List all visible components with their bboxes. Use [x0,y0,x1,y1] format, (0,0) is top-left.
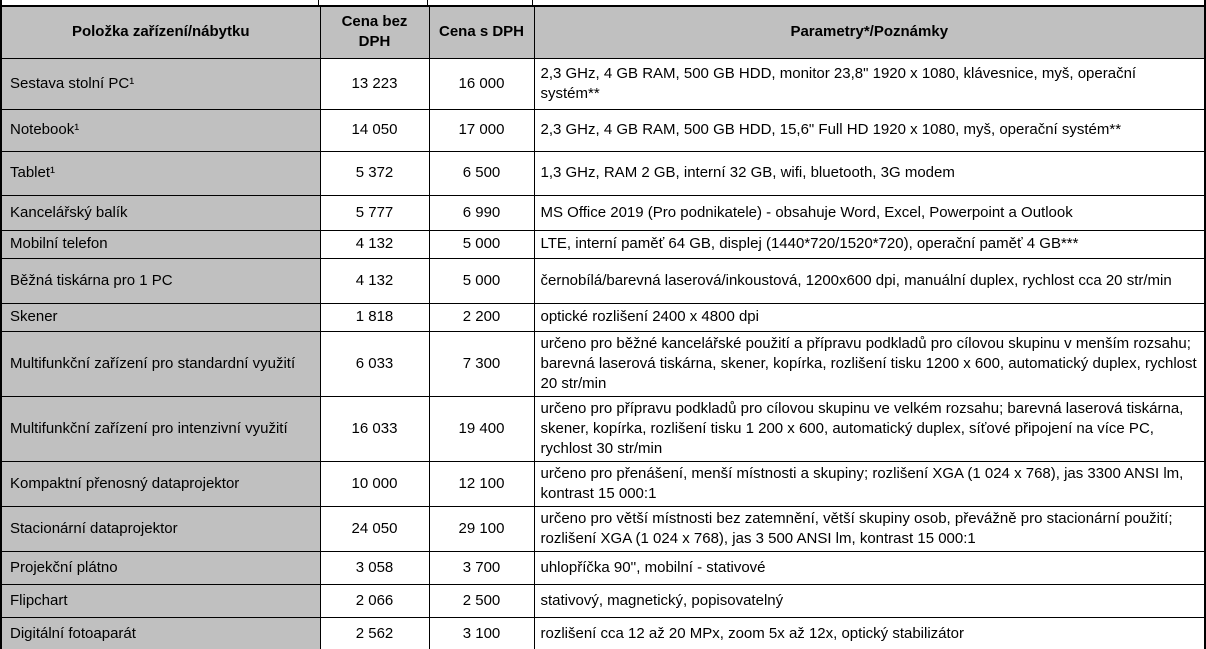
equipment-price-table [0,5,1206,649]
item-cell: Běžná tiskárna pro 1 PC [1,258,320,303]
table-row [1,195,1205,230]
item-cell: Digitální fotoaparát [1,617,320,649]
price-gross-cell: 29 100 [429,506,534,551]
item-cell: Skener [1,303,320,331]
column-border-sliver [0,0,2,5]
table-top-clip [0,0,1206,5]
price-gross-cell: 5 000 [429,258,534,303]
price-net-cell: 3 058 [320,551,429,584]
price-gross-cell: 16 000 [429,58,534,109]
table-row [1,109,1205,151]
price-gross-cell: 3 100 [429,617,534,649]
params-cell: rozlišení cca 12 až 20 MPx, zoom 5x až 12x, optický stabilizátor [534,617,1205,649]
params-cell: určeno pro přenášení, menší místnosti a skupiny; rozlišení XGA (1 024 x 768), jas 3300 ANSI lm, kontrast 15 000:1 [534,461,1205,506]
params-cell: černobílá/barevná laserová/inkoustová, 1200x600 dpi, manuální duplex, rychlost cca 20 str/min [534,258,1205,303]
price-gross-cell: 12 100 [429,461,534,506]
table-row [1,584,1205,617]
price-net-cell: 6 033 [320,331,429,396]
params-cell: určeno pro běžné kancelářské použití a přípravu podkladů pro cílovou skupinu v menším rozsahu; barevná laserová tiskárna, skener, kopírka, rozlišení tisku 1200 x 600, automatický duplex, rychlost 20 str/min [534,331,1205,396]
header-row [1,6,1205,58]
table-row [1,551,1205,584]
price-gross-cell: 2 500 [429,584,534,617]
item-cell: Stacionární dataprojektor [1,506,320,551]
table-row [1,151,1205,195]
col-header-price-gross: Cena s DPH [429,6,534,58]
params-cell: MS Office 2019 (Pro podnikatele) - obsahuje Word, Excel, Powerpoint a Outlook [534,195,1205,230]
table-row [1,230,1205,258]
price-gross-cell: 17 000 [429,109,534,151]
price-gross-cell: 5 000 [429,230,534,258]
price-gross-cell: 6 500 [429,151,534,195]
item-cell: Mobilní telefon [1,230,320,258]
table-row [1,58,1205,109]
params-cell: 1,3 GHz, RAM 2 GB, interní 32 GB, wifi, bluetooth, 3G modem [534,151,1205,195]
params-cell: 2,3 GHz, 4 GB RAM, 500 GB HDD, monitor 23,8" 1920 x 1080, klávesnice, myš, operační systém** [534,58,1205,109]
params-cell: 2,3 GHz, 4 GB RAM, 500 GB HDD, 15,6" Full HD 1920 x 1080, myš, operační systém** [534,109,1205,151]
price-gross-cell: 19 400 [429,396,534,461]
col-header-price-net: Cena bez DPH [320,6,429,58]
price-net-cell: 4 132 [320,230,429,258]
price-net-cell: 4 132 [320,258,429,303]
table-row [1,396,1205,461]
item-cell: Multifunkční zařízení pro standardní využití [1,331,320,396]
item-cell: Multifunkční zařízení pro intenzivní využití [1,396,320,461]
price-net-cell: 2 066 [320,584,429,617]
params-cell: LTE, interní paměť 64 GB, displej (1440*720/1520*720), operační paměť 4 GB*** [534,230,1205,258]
price-gross-cell: 2 200 [429,303,534,331]
price-net-cell: 10 000 [320,461,429,506]
price-net-cell: 24 050 [320,506,429,551]
price-gross-cell: 6 990 [429,195,534,230]
params-cell: určeno pro přípravu podkladů pro cílovou skupinu ve velkém rozsahu; barevná laserová tiskárna, skener, kopírka, rozlišení tisku 1 200 x 600, automatický duplex, síťové připojení na více PC, rychlost 30 str/min [534,396,1205,461]
item-cell: Notebook¹ [1,109,320,151]
price-net-cell: 5 372 [320,151,429,195]
column-border-sliver [532,0,533,5]
params-cell: určeno pro větší místnosti bez zatemnění, větší skupiny osob, převážně pro stacionární použití; rozlišení XGA (1 024 x 768), jas 3 500 ANSI lm, kontrast 15 000:1 [534,506,1205,551]
table-row [1,331,1205,396]
table-row [1,617,1205,649]
params-cell: uhlopříčka 90'', mobilní - stativové [534,551,1205,584]
price-net-cell: 16 033 [320,396,429,461]
price-gross-cell: 7 300 [429,331,534,396]
price-net-cell: 14 050 [320,109,429,151]
item-cell: Flipchart [1,584,320,617]
price-net-cell: 2 562 [320,617,429,649]
table-row [1,303,1205,331]
item-cell: Tablet¹ [1,151,320,195]
item-cell: Projekční plátno [1,551,320,584]
item-cell: Kompaktní přenosný dataprojektor [1,461,320,506]
price-gross-cell: 3 700 [429,551,534,584]
price-net-cell: 5 777 [320,195,429,230]
table-row [1,258,1205,303]
table-row [1,506,1205,551]
price-net-cell: 1 818 [320,303,429,331]
item-cell: Sestava stolní PC¹ [1,58,320,109]
column-border-sliver [427,0,428,5]
params-cell: optické rozlišení 2400 x 4800 dpi [534,303,1205,331]
item-cell: Kancelářský balík [1,195,320,230]
table-row [1,461,1205,506]
col-header-item: Položka zařízení/nábytku [1,6,320,58]
params-cell: stativový, magnetický, popisovatelný [534,584,1205,617]
col-header-params: Parametry*/Poznámky [534,6,1205,58]
column-border-sliver [318,0,319,5]
price-net-cell: 13 223 [320,58,429,109]
